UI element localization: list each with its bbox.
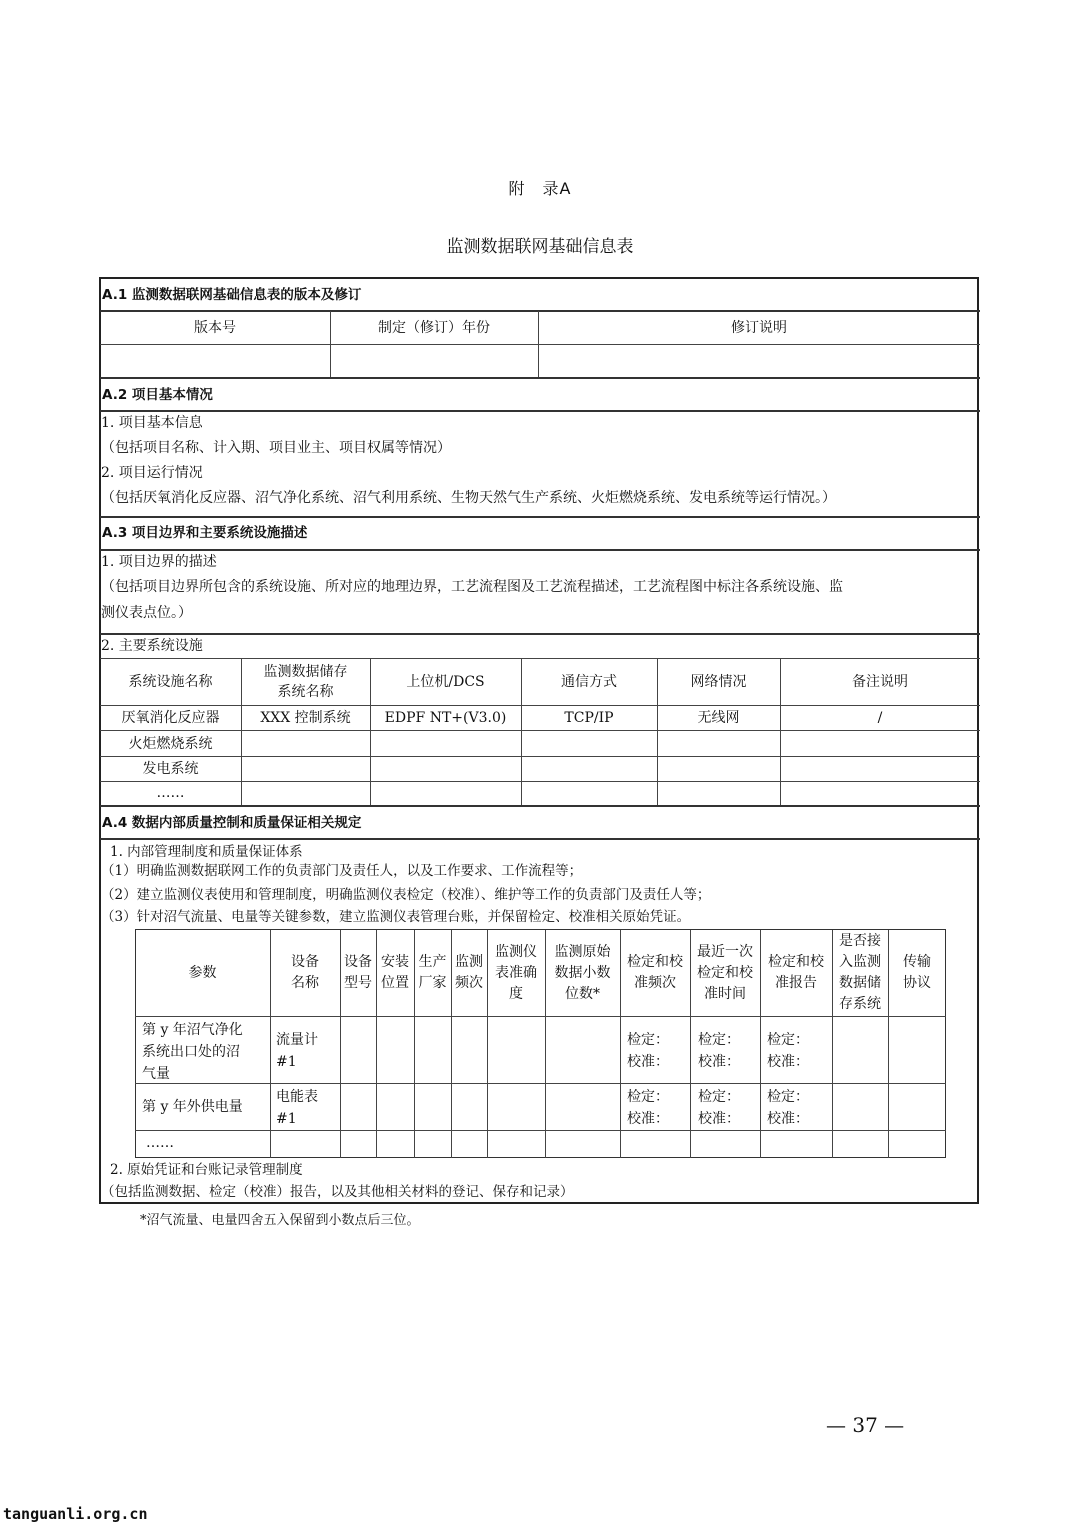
header-line: 数据储 bbox=[839, 975, 881, 991]
qa-th bbox=[135, 930, 270, 1016]
qa-th bbox=[888, 930, 946, 1016]
col-divider bbox=[832, 930, 833, 1158]
col-divider bbox=[241, 659, 242, 805]
section-a2-heading: A.2 项目基本情况 bbox=[102, 387, 213, 403]
header-line: 检定和校 bbox=[627, 954, 683, 970]
qa-th bbox=[760, 930, 832, 1016]
last-line: 校准： bbox=[698, 1111, 740, 1127]
qa-th bbox=[690, 930, 760, 1016]
header-line: 准频次 bbox=[634, 975, 676, 991]
header-line: 设备 bbox=[344, 954, 372, 970]
header-line: 监测 bbox=[455, 954, 483, 970]
qa-th bbox=[270, 930, 340, 1016]
a3-th-network: 网络情况 bbox=[690, 674, 747, 690]
header-line: 频次 bbox=[455, 975, 483, 991]
header-line: 入监测 bbox=[839, 954, 881, 970]
a3-cell: EDPF NT+(V3.0) bbox=[384, 710, 507, 726]
col-divider bbox=[451, 930, 452, 1158]
col-divider bbox=[521, 659, 522, 805]
a3-th-remarks: 备注说明 bbox=[852, 674, 908, 690]
section-a3-heading: A.3 项目边界和主要系统设施描述 bbox=[102, 525, 308, 541]
header-line: 监测仪 bbox=[495, 943, 537, 960]
col-divider bbox=[780, 659, 781, 805]
header-line: 型号 bbox=[344, 975, 372, 991]
a3-cell: / bbox=[877, 710, 883, 726]
qa-param-cell bbox=[142, 1019, 243, 1085]
col-divider bbox=[888, 930, 889, 1158]
col-divider bbox=[487, 930, 488, 1158]
section-a4-heading: A.4 数据内部质量控制和质量保证相关规定 bbox=[102, 815, 362, 831]
qa-th bbox=[487, 930, 545, 1016]
device-line: 电能表 bbox=[276, 1089, 318, 1105]
qa-freq-cell bbox=[627, 1029, 669, 1073]
a3-line: 2. 主要系统设施 bbox=[101, 638, 203, 654]
header-line: 系统名称 bbox=[277, 684, 334, 700]
a4-after-line: 2. 原始凭证和台账记录管理制度 bbox=[110, 1162, 303, 1178]
appendix-label: 附 录A bbox=[508, 179, 572, 198]
a1-col-notes: 修订说明 bbox=[731, 319, 787, 336]
param-line: 系统出口处的沼 bbox=[142, 1044, 240, 1060]
qa-th bbox=[832, 930, 888, 1016]
last-line: 检定： bbox=[698, 1032, 740, 1048]
col-divider bbox=[657, 659, 658, 805]
freq-line: 校准： bbox=[627, 1054, 669, 1070]
header-line: 协议 bbox=[903, 975, 931, 991]
header-line: 位置 bbox=[381, 975, 409, 991]
a3-cell: 厌氧消化反应器 bbox=[121, 710, 220, 726]
divider bbox=[135, 1083, 946, 1084]
header-line: 名称 bbox=[291, 975, 319, 991]
divider bbox=[100, 633, 980, 635]
a4-line: （3）针对沼气流量、电量等关键参数，建立监测仪表管理台账，并保留检定、校准相关原始凭证。 bbox=[101, 909, 691, 925]
a3-th-storage bbox=[241, 659, 370, 705]
col-divider bbox=[340, 930, 341, 1158]
col-divider bbox=[414, 930, 415, 1158]
header-line: 数据小数 bbox=[554, 964, 611, 981]
device-line: #1 bbox=[276, 1111, 297, 1127]
footnote: *沼气流量、电量四舍五入保留到小数点后三位。 bbox=[140, 1213, 420, 1228]
divider bbox=[100, 838, 980, 840]
header-line: 监测原始 bbox=[554, 943, 611, 960]
a3-th-facility: 系统设施名称 bbox=[128, 674, 213, 690]
col-divider bbox=[270, 930, 271, 1158]
section-a1-heading: A.1 监测数据联网基础信息表的版本及修订 bbox=[102, 287, 362, 303]
freq-line: 检定： bbox=[627, 1089, 669, 1105]
divider bbox=[100, 805, 980, 807]
a3-cell: XXX 控制系统 bbox=[260, 710, 351, 726]
a4-line: （2）建立监测仪表使用和管理制度，明确监测仪表检定（校准）、维护等工作的负责部门及责任人等； bbox=[101, 887, 711, 903]
a3-cell: 火炬燃烧系统 bbox=[128, 735, 213, 752]
a3-cell: …… bbox=[156, 785, 185, 801]
header-line: 准报告 bbox=[775, 975, 817, 991]
watermark: tanguanli.org.cn bbox=[3, 1505, 148, 1523]
qa-report-cell bbox=[767, 1029, 809, 1073]
last-line: 校准： bbox=[698, 1054, 740, 1070]
divider bbox=[135, 1130, 946, 1131]
header-line: 准时间 bbox=[704, 985, 746, 1002]
param-line: 第 y 年沼气净化 bbox=[142, 1022, 243, 1038]
report-line: 检定： bbox=[767, 1089, 809, 1105]
qa-last-cell bbox=[698, 1086, 740, 1130]
header-line: 是否接 bbox=[839, 933, 881, 949]
a3-th-comm: 通信方式 bbox=[561, 674, 617, 690]
a3-line: 测仪表点位。） bbox=[101, 605, 192, 621]
a2-line: 2. 项目运行情况 bbox=[101, 465, 203, 481]
qa-freq-cell bbox=[627, 1086, 669, 1130]
col-divider bbox=[376, 930, 377, 1158]
header-line: 表准确 bbox=[495, 964, 537, 981]
qa-th bbox=[340, 930, 376, 1016]
divider bbox=[100, 410, 980, 412]
a4-line: （1）明确监测数据联网工作的负责部门及责任人，以及工作要求、工作流程等； bbox=[101, 863, 583, 879]
header-line: 安装 bbox=[381, 954, 409, 970]
qa-device-cell bbox=[276, 1086, 318, 1130]
header-line: 生产 bbox=[418, 954, 447, 970]
a1-col-version: 版本号 bbox=[194, 319, 236, 336]
col-divider bbox=[370, 659, 371, 805]
param-line: 气量 bbox=[142, 1066, 170, 1082]
qa-th bbox=[451, 930, 487, 1016]
qa-device-cell bbox=[276, 1029, 318, 1073]
report-line: 校准： bbox=[767, 1054, 809, 1070]
a4-line: 1. 内部管理制度和质量保证体系 bbox=[110, 844, 303, 860]
header-line: 存系统 bbox=[839, 996, 881, 1012]
col-divider bbox=[330, 311, 331, 377]
col-divider bbox=[538, 311, 539, 377]
header-line: 设备 bbox=[291, 954, 319, 970]
header-line: 位数* bbox=[565, 985, 600, 1002]
qa-th bbox=[620, 930, 690, 1016]
header-line: 监测数据储存 bbox=[263, 664, 348, 680]
divider bbox=[100, 344, 980, 345]
a2-line: 1. 项目基本信息 bbox=[101, 415, 203, 431]
col-divider bbox=[690, 930, 691, 1158]
a2-line: （包括厌氧消化反应器、沼气净化系统、沼气利用系统、生物天然气生产系统、火炬燃烧系统、发电系统等运行情况。） bbox=[101, 490, 836, 506]
qa-th bbox=[545, 930, 620, 1016]
col-divider bbox=[760, 930, 761, 1158]
col-divider bbox=[545, 930, 546, 1158]
a3-cell: 发电系统 bbox=[142, 761, 199, 777]
a2-line: （包括项目名称、计入期、项目业主、项目权属等情况） bbox=[101, 440, 451, 456]
header-line: 参数 bbox=[188, 964, 217, 981]
table-title: 监测数据联网基础信息表 bbox=[446, 237, 634, 257]
param-line: 第 y 年外供电量 bbox=[142, 1099, 243, 1115]
a1-col-year: 制定（修订）年份 bbox=[378, 319, 490, 336]
page-number: — 37 — bbox=[826, 1413, 905, 1437]
freq-line: 校准： bbox=[627, 1111, 669, 1127]
qa-report-cell bbox=[767, 1086, 809, 1130]
device-line: 流量计 bbox=[276, 1032, 318, 1048]
header-line: 检定和校 bbox=[768, 954, 824, 970]
divider bbox=[135, 1016, 946, 1017]
report-line: 检定： bbox=[767, 1032, 809, 1048]
report-line: 校准： bbox=[767, 1111, 809, 1127]
last-line: 检定： bbox=[698, 1089, 740, 1105]
a3-cell: 无线网 bbox=[697, 710, 740, 726]
qa-last-cell bbox=[698, 1029, 740, 1073]
a3-line: 1. 项目边界的描述 bbox=[101, 554, 217, 570]
header-line: 检定和校 bbox=[697, 964, 753, 981]
param-line: …… bbox=[146, 1135, 174, 1151]
qa-th bbox=[376, 930, 414, 1016]
header-line: 厂家 bbox=[418, 975, 447, 991]
device-line: #1 bbox=[276, 1054, 297, 1070]
qa-param-cell bbox=[142, 1096, 243, 1118]
divider bbox=[100, 516, 980, 518]
a3-line: （包括项目边界所包含的系统设施、所对应的地理边界，工艺流程图及工艺流程描述，工艺流程图中标注各系统设施、监 bbox=[101, 579, 843, 595]
freq-line: 检定： bbox=[627, 1032, 669, 1048]
a4-after-line: （包括监测数据、检定（校准）报告，以及其他相关材料的登记、保存和记录） bbox=[101, 1184, 574, 1200]
header-line: 度 bbox=[509, 985, 523, 1002]
col-divider bbox=[620, 930, 621, 1158]
a3-cell: TCP/IP bbox=[564, 710, 614, 726]
header-line: 传输 bbox=[903, 954, 931, 970]
divider bbox=[100, 377, 980, 379]
a3-th-dcs: 上位机/DCS bbox=[406, 674, 485, 690]
divider bbox=[100, 549, 980, 551]
qa-param-cell bbox=[146, 1132, 174, 1154]
header-line: 最近一次 bbox=[697, 943, 753, 960]
qa-th bbox=[414, 930, 451, 1016]
